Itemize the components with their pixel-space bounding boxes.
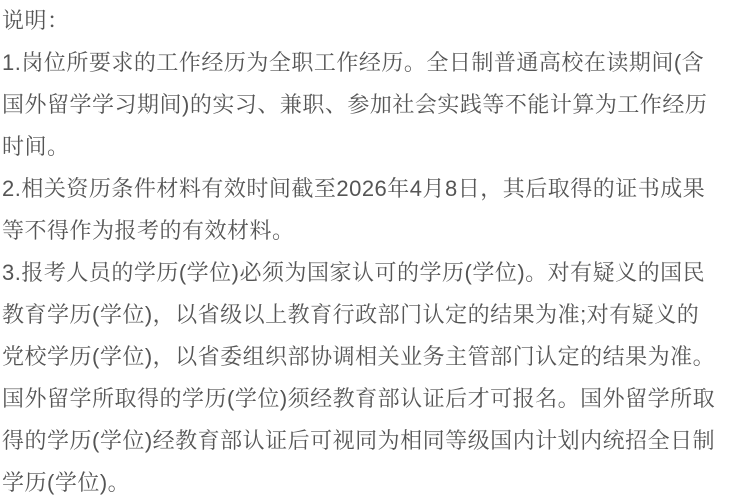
note-1-line-1: 1.岗位所要求的工作经历为全职工作经历。全日制普通高校在读期间(含 xyxy=(2,50,705,75)
note-3-line-6: 学历(学位)。 xyxy=(2,470,131,495)
note-item-1 xyxy=(2,42,727,168)
note-3-line-3: 党校学历(学位)，以省委组织部协调相关业务主管部门认定的结果为准。 xyxy=(2,344,716,369)
note-3-line-5: 得的学历(学位)经教育部认证后可视同为相同等级国内计划内统招全日制 xyxy=(2,428,716,453)
notes-heading: 说明： xyxy=(2,8,70,33)
note-2-line-2: 等不得作为报考的有效材料。 xyxy=(2,218,295,243)
note-2-line-1: 2.相关资历条件材料有效时间截至2026年4月8日，其后取得的证书成果 xyxy=(2,176,706,201)
note-3-line-2: 教育学历(学位)，以省级以上教育行政部门认定的结果为准;对有疑义的 xyxy=(2,302,700,327)
note-3-line-1: 3.报考人员的学历(学位)必须为国家认可的学历(学位)。对有疑义的国民 xyxy=(2,260,706,285)
note-item-3 xyxy=(2,252,727,504)
note-1-line-3: 时间。 xyxy=(2,134,70,159)
note-item-2 xyxy=(2,168,727,252)
note-1-line-2: 国外留学学习期间)的实习、兼职、参加社会实践等不能计算为工作经历 xyxy=(2,92,708,117)
note-3-line-4: 国外留学所取得的学历(学位)须经教育部认证后才可报名。国外留学所取 xyxy=(2,386,716,411)
